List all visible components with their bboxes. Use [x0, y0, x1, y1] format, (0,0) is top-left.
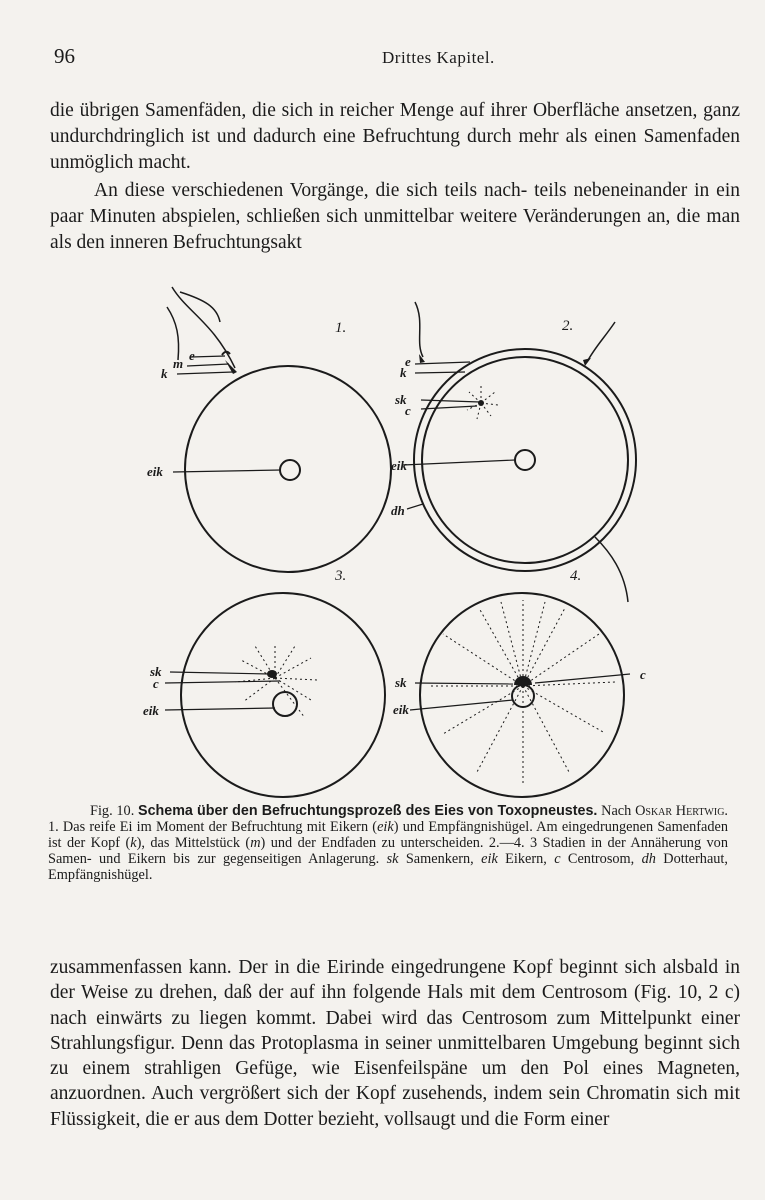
caption-text: ) und Empfängnishügel. Am eingedrungenen Samenfaden ist der Kopf ( [48, 819, 728, 851]
label-k-1: k [161, 366, 168, 381]
pointer-c-4 [535, 674, 630, 683]
caption-text: Nach [597, 803, 636, 819]
caption-text: Samenkern, [398, 851, 482, 867]
paragraph-2-text: An diese verschiedenen Vorgänge, die sich teils nach- teils nebeneinander in ein paar Minuten abspielen, schließen sich unmittelbar weitere Veränderungen an, die man als den inneren Befruchtungsakt [50, 180, 740, 253]
egg-nucleus-2 [515, 450, 535, 470]
label-dh-2: dh [391, 503, 405, 518]
label-c-3: c [153, 676, 159, 691]
sperm-tail-1c [167, 307, 179, 360]
label-k-2: k [400, 365, 407, 380]
caption-term: c [554, 851, 561, 867]
panel-number-3: 3. [335, 568, 347, 584]
label-eik-1: eik [147, 464, 163, 479]
label-sk-3: sk [150, 664, 162, 679]
page-header [50, 42, 740, 72]
egg-4 [420, 593, 624, 797]
egg-2 [422, 357, 628, 563]
caption-text: ) und der Endfaden zu unterscheiden. 2.—4. 3 Stadien in der Annäherung von Samen- und Eikern bis zur gegenseitigen Anlagerung. [48, 835, 728, 867]
pointer-eik-4 [410, 700, 513, 710]
pointer-eik-1 [173, 470, 281, 472]
panel-number-2: 2. [562, 318, 574, 334]
caption-author: Oskar Hertwig [635, 803, 725, 819]
pointer-sk-4 [415, 683, 513, 684]
label-sk-4: sk [395, 675, 407, 690]
egg-nucleus-1 [280, 460, 300, 480]
label-m-1: m [173, 356, 184, 371]
label-e-2: e [405, 354, 411, 369]
label-sk-2: sk [395, 392, 407, 407]
caption-fig-number: Fig. 10. [90, 803, 135, 819]
label-eik-3: eik [143, 703, 159, 718]
panel-number-4: 4. [570, 568, 582, 584]
caption-text: Eikern, [497, 851, 555, 867]
pointer-sk-3 [170, 672, 270, 674]
pointer-eik-2 [403, 460, 515, 465]
vitelline-membrane-2 [414, 349, 636, 571]
label-c-4: c [640, 667, 646, 682]
caption-term: m [250, 835, 261, 851]
running-head: Drittes Kapitel. [382, 48, 495, 67]
page-number: 96 [54, 44, 75, 68]
pointer-dh-2 [407, 504, 423, 509]
sperm-head-2b [583, 358, 591, 366]
caption-text: Centrosom, [560, 851, 642, 867]
caption-title: Schema über den Befruchtungsprozeß des Eies von Toxopneustes. [138, 803, 598, 819]
aster-4 [431, 600, 615, 786]
pointer-c-2 [421, 406, 477, 409]
paragraph-2 [50, 178, 740, 256]
paragraph-1: die übrigen Samenfäden, die sich in reicher Menge auf ihrer Oberfläche ansetzen, ganz undurchdringlich ist und dadurch eine Befruchtung durch mehr als einen Samenfaden unmöglich macht. [50, 100, 740, 173]
egg-3 [181, 593, 385, 797]
figure-caption [48, 803, 728, 883]
fertilization-diagram [125, 282, 645, 802]
caption-term: sk [386, 851, 399, 867]
caption-text: ), das Mittelstück ( [136, 835, 251, 851]
egg-1 [185, 366, 391, 572]
caption-term: eik [481, 851, 498, 867]
sperm-tail-2a [415, 302, 423, 357]
panel-number-1: 1. [335, 320, 347, 336]
caption-text: . 1. Das reife Ei im Moment der Befruchtung mit Eikern ( [48, 803, 728, 835]
sperm-tail-2c [595, 537, 628, 602]
label-c-2: c [405, 403, 411, 418]
caption-term: k [130, 835, 137, 851]
sperm-tail-2b [587, 322, 615, 362]
caption-term: eik [377, 819, 394, 835]
label-eik-2: eik [391, 458, 407, 473]
label-e-1: e [189, 348, 195, 363]
paragraph-3: zusammenfassen kann. Der in die Eirinde eingedrungene Kopf beginnt sich alsbald in der Weise zu drehen, daß der auf ihn folgende Hals mit dem Centrosom (Fig. 10, 2 c) nach einwärts zu liegen kommt. Dabei wird das Centrosom zum Mittelpunkt einer Strahlungsfigur. Denn das Protoplasma in seiner unmittelbaren Umgebung beginnt sich zu einem strahligen Gefüge, wie Eisenfeilspäne um den Pol eines Magneten, anzuordnen. Auch vergrößert sich der Kopf zusehends, indem sein Chromatin sich mit Flüssigkeit, die er aus dem Dotter bezieht, vollsaugt und die Form einer [50, 957, 740, 1130]
egg-nucleus-3 [273, 692, 297, 716]
pointer-k-1 [177, 372, 233, 374]
caption-term: dh [641, 851, 656, 867]
label-eik-4: eik [393, 702, 409, 717]
caption-text: Dotterhaut, Empfängnishügel. [48, 851, 728, 883]
fertilization-figure [125, 282, 645, 802]
pointer-e-1 [191, 356, 225, 357]
sperm-tail-1b [180, 292, 220, 322]
pointer-m-1 [187, 364, 229, 366]
